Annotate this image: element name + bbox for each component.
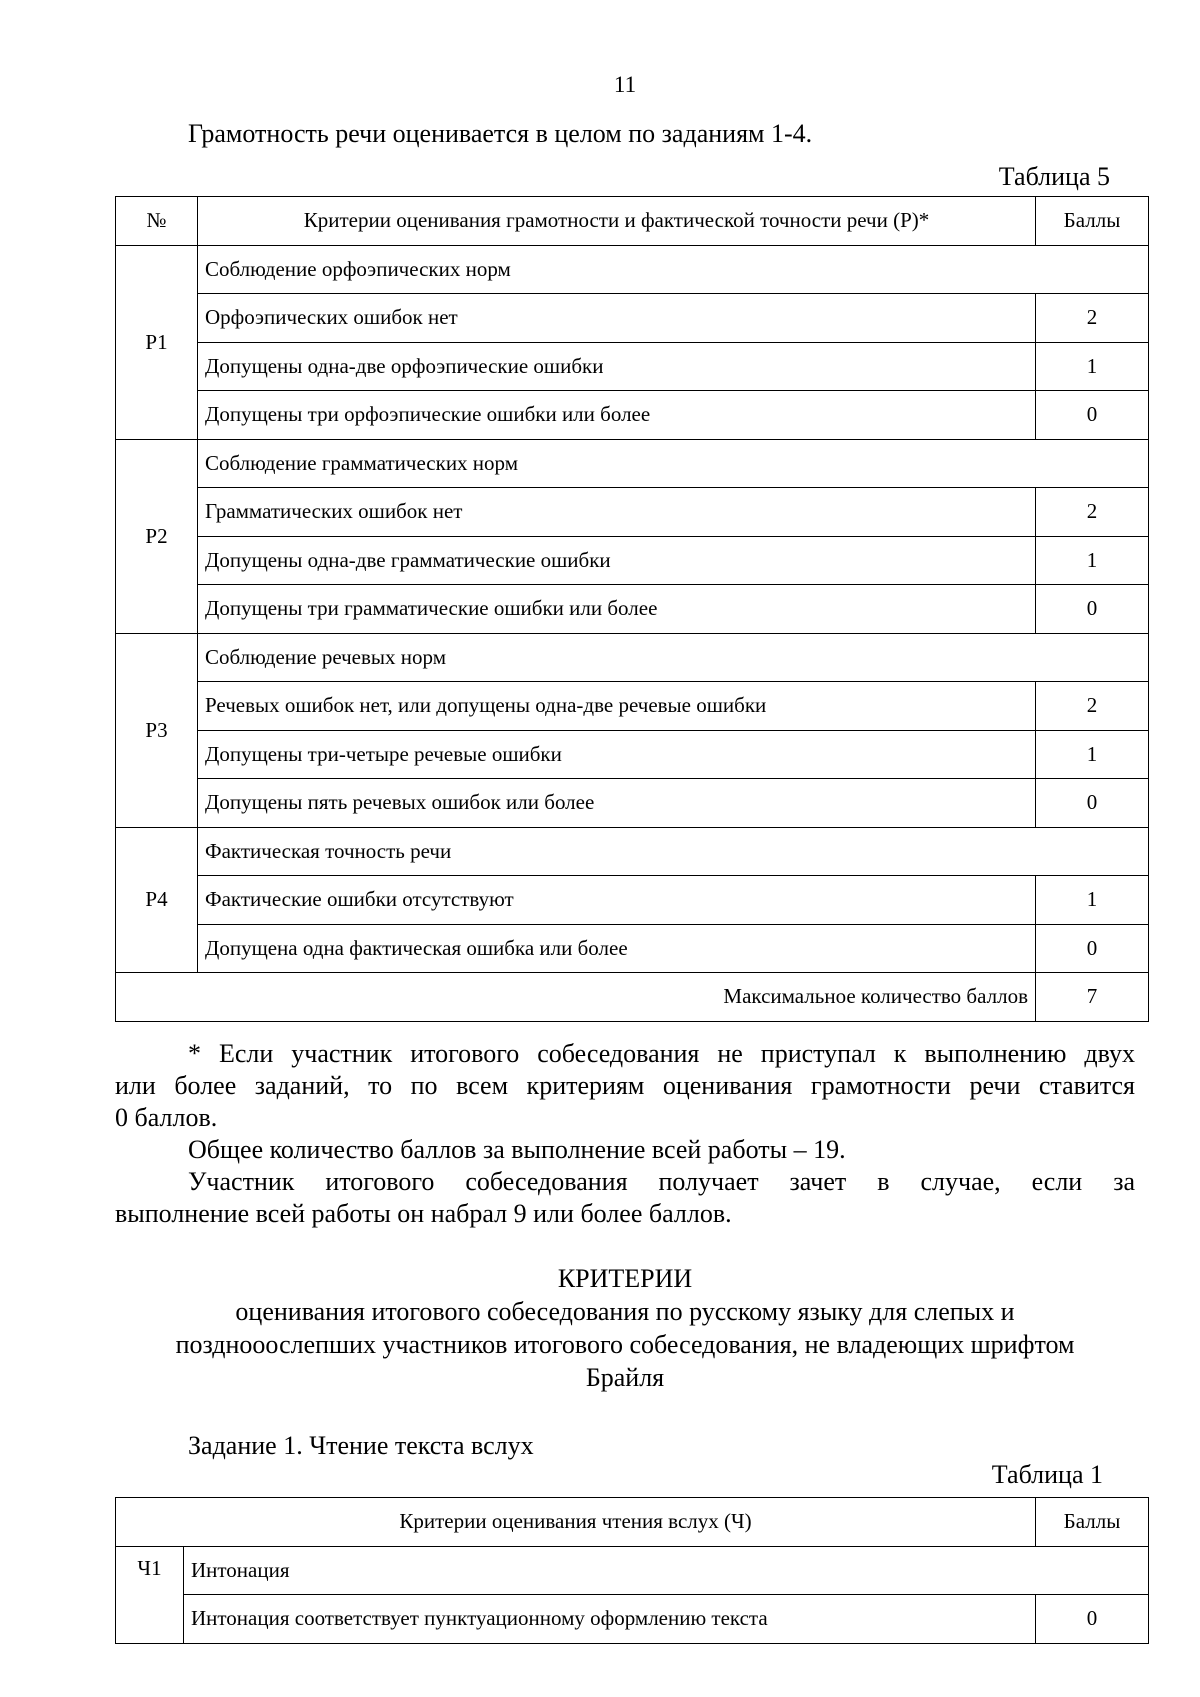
reading-criteria-table xyxy=(115,1497,1149,1644)
section-title: КРИТЕРИИ xyxy=(557,1264,693,1293)
table-row xyxy=(116,876,1149,925)
criterion-text: Допущены пять речевых ошибок или более xyxy=(198,779,1036,828)
pass-line-1: Участник итогового собеседования получает зачет в случае, если за xyxy=(188,1167,1135,1196)
criterion-title: Соблюдение речевых норм xyxy=(198,633,1149,682)
criterion-text: Грамматических ошибок нет xyxy=(198,488,1036,537)
footnote-line-1: * Если участник итогового собеседования не приступал к выполнению двух xyxy=(188,1039,1135,1068)
table-1-caption: Таблица 1 xyxy=(991,1460,1103,1489)
criterion-title: Интонация xyxy=(184,1546,1149,1595)
criterion-code: Р2 xyxy=(116,439,198,633)
table-row xyxy=(116,536,1149,585)
total-label: Максимальное количество баллов xyxy=(116,973,1036,1022)
criterion-text: Допущены одна-две орфоэпические ошибки xyxy=(198,342,1036,391)
criterion-text: Орфоэпических ошибок нет xyxy=(198,294,1036,343)
intro-paragraph: Грамотность речи оценивается в целом по заданиям 1-4. xyxy=(188,119,813,148)
table-row xyxy=(116,1546,1149,1595)
criterion-text: Допущены три грамматические ошибки или более xyxy=(198,585,1036,634)
table-row xyxy=(116,391,1149,440)
table-row xyxy=(116,633,1149,682)
header-points: Баллы xyxy=(1036,1498,1149,1547)
grammar-criteria-table xyxy=(115,196,1149,1022)
criterion-text: Речевых ошибок нет, или допущены одна-две речевые ошибки xyxy=(198,682,1036,731)
criterion-code: Ч1 xyxy=(116,1546,184,1643)
criterion-points: 1 xyxy=(1036,876,1149,925)
table-row xyxy=(116,294,1149,343)
criterion-points: 0 xyxy=(1036,779,1149,828)
section-subtitle-line-3: Брайля xyxy=(585,1363,665,1392)
criterion-text: Допущены одна-две грамматические ошибки xyxy=(198,536,1036,585)
total-row xyxy=(116,973,1149,1022)
total-score-paragraph: Общее количество баллов за выполнение всей работы – 19. xyxy=(188,1135,846,1164)
criterion-title: Соблюдение грамматических норм xyxy=(198,439,1149,488)
criterion-points: 2 xyxy=(1036,682,1149,731)
criterion-text: Допущены три орфоэпические ошибки или более xyxy=(198,391,1036,440)
criterion-title: Фактическая точность речи xyxy=(198,827,1149,876)
header-points: Баллы xyxy=(1036,197,1149,246)
table-row xyxy=(116,342,1149,391)
criterion-points: 0 xyxy=(1036,391,1149,440)
header-criteria: Критерии оценивания грамотности и фактической точности речи (Р)* xyxy=(198,197,1036,246)
table-row xyxy=(116,682,1149,731)
criterion-text: Интонация соответствует пунктуационному оформлению текста xyxy=(184,1595,1036,1644)
criterion-code: Р4 xyxy=(116,827,198,973)
table-row xyxy=(116,488,1149,537)
criterion-points: 1 xyxy=(1036,342,1149,391)
footnote-line-2: или более заданий, то по всем критериям оценивания грамотности речи ставится xyxy=(115,1071,1135,1100)
criterion-code: Р1 xyxy=(116,245,198,439)
section-subtitle-line-1: оценивания итогового собеседования по русскому языку для слепых и xyxy=(235,1297,1015,1326)
table-row xyxy=(116,585,1149,634)
criterion-points: 0 xyxy=(1036,924,1149,973)
criterion-code: Р3 xyxy=(116,633,198,827)
criterion-points: 0 xyxy=(1036,1595,1149,1644)
criterion-points: 0 xyxy=(1036,585,1149,634)
section-subtitle-line-2: позднооослепших участников итогового собеседования, не владеющих шрифтом xyxy=(175,1330,1075,1359)
header-num: № xyxy=(116,197,198,246)
table-header-row xyxy=(116,197,1149,246)
header-criteria: Критерии оценивания чтения вслух (Ч) xyxy=(116,1498,1036,1547)
criterion-text: Фактические ошибки отсутствуют xyxy=(198,876,1036,925)
footnote-line-3: 0 баллов. xyxy=(115,1103,218,1132)
page-number: 11 xyxy=(613,72,637,97)
criterion-title: Соблюдение орфоэпических норм xyxy=(198,245,1149,294)
table-5-caption: Таблица 5 xyxy=(998,162,1110,191)
table-row xyxy=(116,730,1149,779)
task-1-heading: Задание 1. Чтение текста вслух xyxy=(188,1431,534,1460)
pass-line-2: выполнение всей работы он набрал 9 или более баллов. xyxy=(115,1199,732,1228)
criterion-points: 2 xyxy=(1036,488,1149,537)
table-row xyxy=(116,827,1149,876)
criterion-text: Допущена одна фактическая ошибка или более xyxy=(198,924,1036,973)
criterion-points: 1 xyxy=(1036,536,1149,585)
table-row xyxy=(116,439,1149,488)
table-row xyxy=(116,1595,1149,1644)
table-row xyxy=(116,924,1149,973)
table-row xyxy=(116,779,1149,828)
total-value: 7 xyxy=(1036,973,1149,1022)
table-row xyxy=(116,245,1149,294)
table-header-row xyxy=(116,1498,1149,1547)
criterion-points: 1 xyxy=(1036,730,1149,779)
criterion-text: Допущены три-четыре речевые ошибки xyxy=(198,730,1036,779)
criterion-points: 2 xyxy=(1036,294,1149,343)
